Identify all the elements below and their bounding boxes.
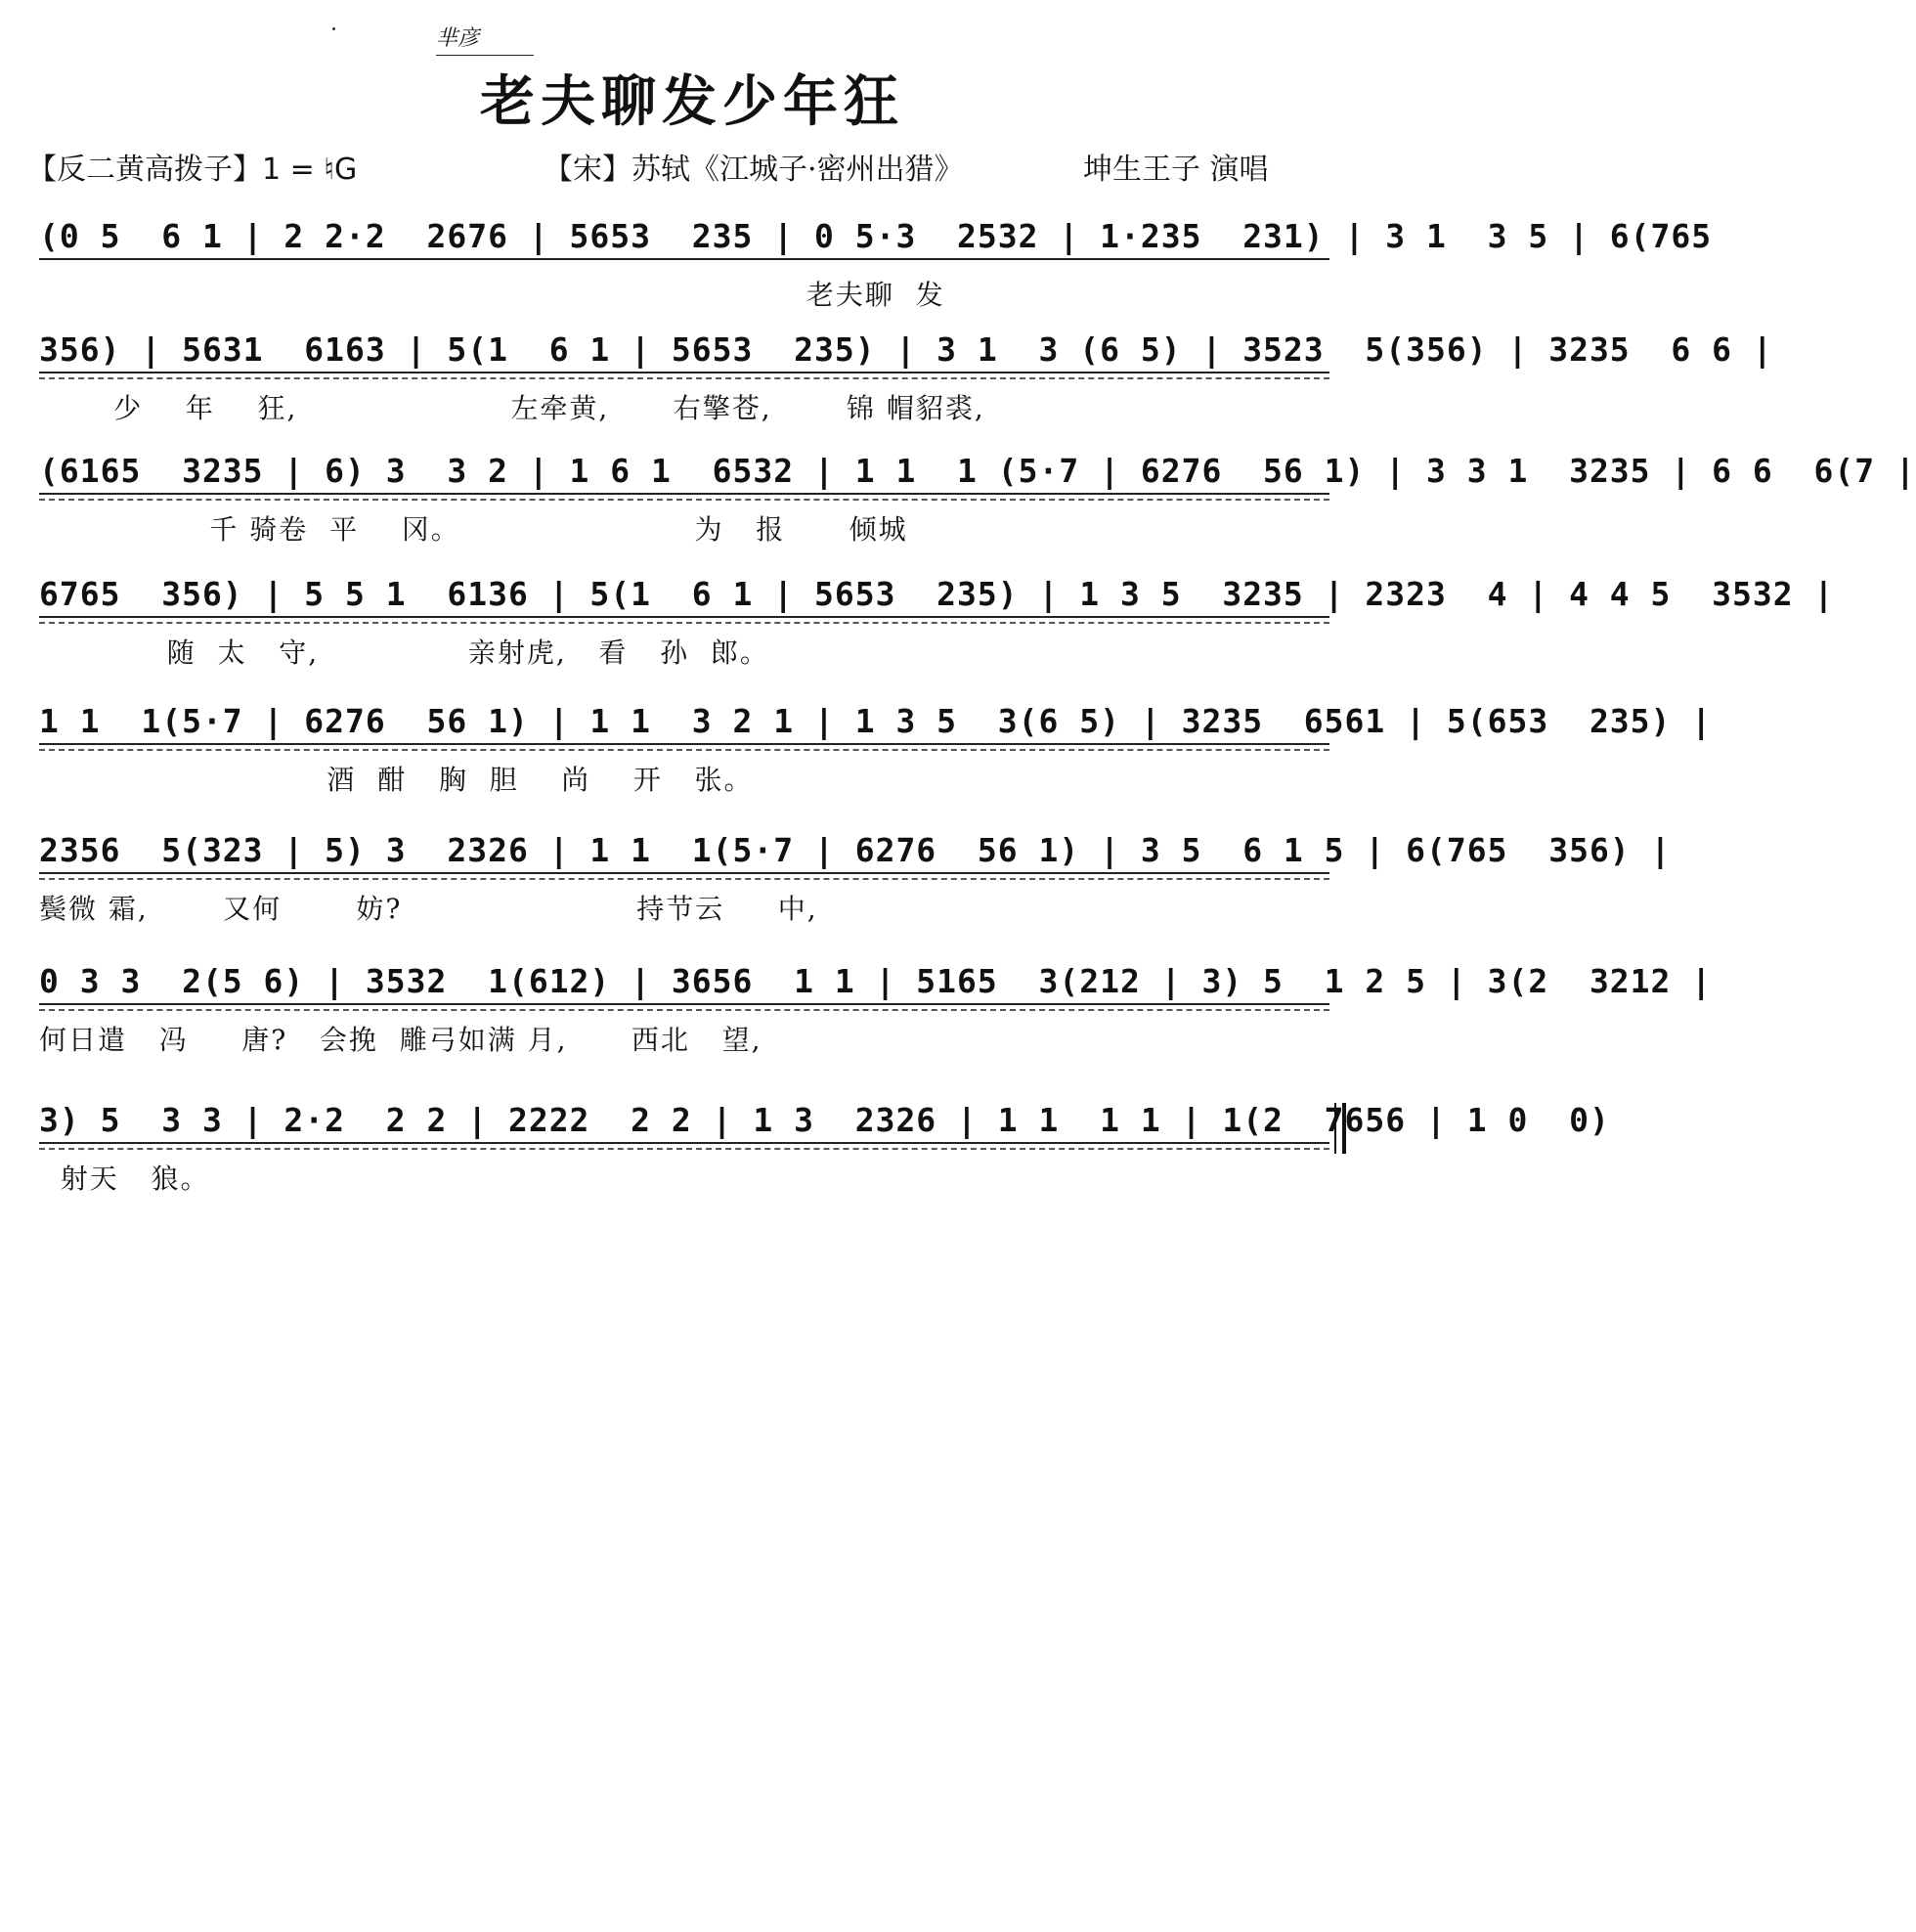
notation-line: (0 5 6 1 | 2 2·2 2676 | 5653 235 | 0 5·3 2532 | 1·235 231) | 3 1 3 5 | 6(765 <box>39 217 1713 255</box>
beam-line <box>39 872 1329 874</box>
beam-line <box>39 258 1329 260</box>
beam-line <box>39 743 1329 745</box>
signature-underline <box>436 55 534 56</box>
score-system-3 <box>0 452 1916 569</box>
score-system-4 <box>0 575 1835 692</box>
beam-line-secondary <box>39 499 1329 501</box>
beam-line-secondary <box>39 622 1329 624</box>
stray-mark <box>332 27 335 30</box>
beam-line-secondary <box>39 377 1329 379</box>
notation-line: 356) | 5631 6163 | 5(1 6 1 | 5653 235) | 3 1 3 (6 5) | 3523 5(356) | 3235 6 6 | <box>39 330 1773 369</box>
notation-line: 2356 5(323 | 5) 3 2326 | 1 1 1(5·7 | 6276 56 1) | 3 5 6 1 5 | 6(765 356) | <box>39 831 1672 869</box>
beam-line-secondary <box>39 1009 1329 1011</box>
notation-line: 1 1 1(5·7 | 6276 56 1) | 1 1 3 2 1 | 1 3 5 3(6 5) | 3235 6561 | 5(653 235) | <box>39 702 1713 740</box>
lyrics-line: 千 骑卷 平 冈。 为 报 倾城 <box>39 513 908 546</box>
score-system-6 <box>0 831 1672 948</box>
lyrics-line: 随 太 守, 亲射虎, 看 孙 郎。 <box>39 637 769 669</box>
notation-line: 3) 5 3 3 | 2·2 2 2 | 2222 2 2 | 1 3 2326 | 1 1 1 1 | 1(2 7656 | 1 0 0) <box>39 1101 1610 1139</box>
performer: 坤生王子 演唱 <box>1083 153 1269 187</box>
beam-line <box>39 1142 1329 1144</box>
beam-line-secondary <box>39 878 1329 880</box>
score-system-5 <box>0 702 1713 819</box>
mode-and-key: 【反二黄高拨子】1 = ♮G <box>27 153 358 187</box>
lyrics-line: 少 年 狂, 左牵黄, 右擎苍, 锦 帽貂裘, <box>39 392 985 424</box>
source-text: 【宋】苏轼《江城子·密州出猎》 <box>544 153 964 187</box>
lyrics-line: 酒 酣 胸 胆 尚 开 张。 <box>39 764 754 796</box>
lyrics-line: 何日遣 冯 唐? 会挽 雕弓如满 月, 西北 望, <box>39 1024 762 1056</box>
beam-line <box>39 372 1329 373</box>
score-system-7 <box>0 962 1713 1079</box>
notation-line: (6165 3235 | 6) 3 3 2 | 1 6 1 6532 | 1 1 1 (5·7 | 6276 56 1) | 3 3 1 3235 | 6 6 6(7 | <box>39 452 1916 490</box>
beam-line-secondary <box>39 1148 1329 1150</box>
lyrics-line: 老夫聊 发 <box>39 279 945 311</box>
page-title: 老夫聊发少年狂 <box>480 69 904 134</box>
lyrics-line: 鬓微 霜, 又何 妨? 持节云 中, <box>39 893 818 925</box>
beam-line <box>39 616 1329 618</box>
notation-line: 0 3 3 2(5 6) | 3532 1(612) | 3656 1 1 | 5165 3(212 | 3) 5 1 2 5 | 3(2 3212 | <box>39 962 1713 1000</box>
score-system-8 <box>0 1101 1610 1218</box>
beam-line <box>39 1003 1329 1005</box>
signature: 芈彦 <box>436 26 480 51</box>
beam-line <box>39 493 1329 495</box>
beam-line-secondary <box>39 749 1329 751</box>
score-system-2 <box>0 330 1773 448</box>
lyrics-line: 射天 狼。 <box>39 1163 210 1195</box>
final-barline <box>1334 1103 1346 1154</box>
score-system-1 <box>0 217 1713 334</box>
notation-line: 6765 356) | 5 5 1 6136 | 5(1 6 1 | 5653 235) | 1 3 5 3235 | 2323 4 | 4 4 5 3532 | <box>39 575 1835 613</box>
